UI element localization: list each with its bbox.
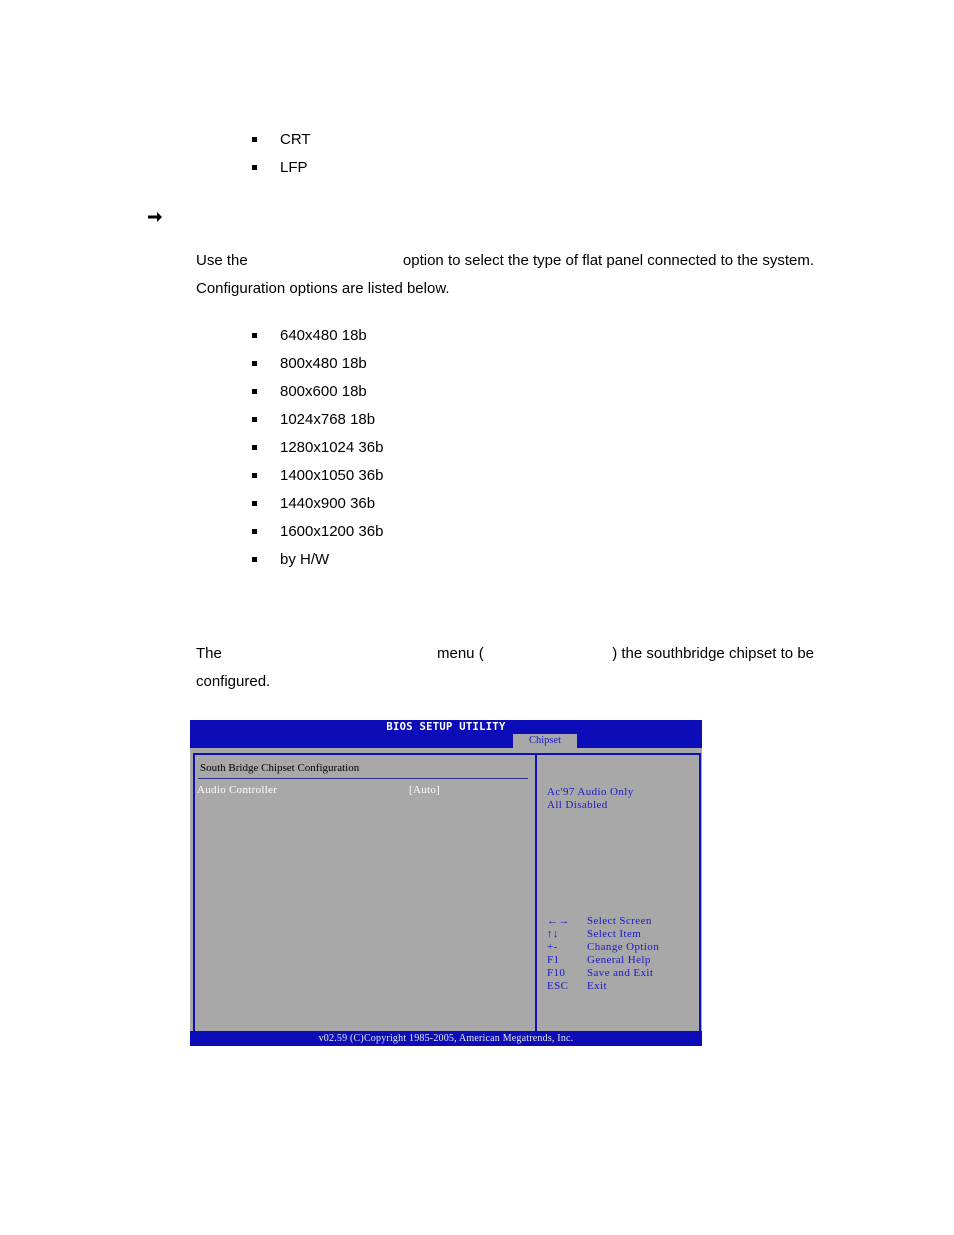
heading-underline	[198, 778, 528, 779]
key-f1: F1	[547, 954, 560, 966]
tab-chipset[interactable]	[513, 734, 577, 748]
bullet-icon	[252, 165, 257, 170]
bullet-icon	[252, 445, 257, 450]
key-arrows-lr: ←→	[547, 915, 570, 927]
bios-copyright: v02.59 (C)Copyright 1985-2005, American Megatrends, Inc.	[318, 1033, 574, 1044]
tab-label: Chipset	[528, 735, 562, 746]
bios-title-bar	[190, 720, 702, 748]
bullet-icon	[252, 361, 257, 366]
help-text: All Disabled	[547, 799, 608, 811]
audio-controller-option[interactable]: Audio Controller	[197, 784, 278, 796]
bullet-icon	[252, 389, 257, 394]
panel-type-paragraph-line2: Configuration options are listed below.	[196, 280, 450, 297]
bios-section-heading: South Bridge Chipset Configuration	[200, 762, 360, 774]
bullet-icon	[252, 501, 257, 506]
bios-status-bar	[190, 1031, 702, 1046]
paragraph-text: option to select the type of flat panel connected to the system.	[402, 252, 814, 269]
key-plus-minus: +-	[547, 941, 558, 953]
bios-divider	[535, 753, 537, 1045]
bios-screenshot: BIOS SETUP UTILITY Chipset South Bridge Chipset Configuration Audio Controller [Auto] Ac'97 Audio Only All Disabled ←→ Select Screen ↑↓ Select Item +- Change Option F1 General Help F10 Save and Exit ESC Exit v02.59 (C)Copyright 1985-2005, American Megatrends, Inc.	[190, 720, 702, 1046]
paragraph-text: Use the	[196, 252, 248, 269]
bullet-icon	[252, 529, 257, 534]
paragraph-text: ) the southbridge chipset to be	[612, 645, 814, 662]
bullet-icon	[252, 137, 257, 142]
help-text: Ac'97 Audio Only	[547, 786, 634, 798]
panel-type-paragraph-line1	[196, 252, 814, 270]
bullet-icon	[252, 333, 257, 338]
bullet-icon	[252, 557, 257, 562]
paragraph-text: menu (	[437, 645, 484, 662]
paragraph-text: The	[196, 645, 222, 662]
key-arrows-ud: ↑↓	[547, 928, 559, 940]
bios-title: BIOS SETUP UTILITY	[386, 721, 506, 733]
southbridge-paragraph-line2: configured.	[196, 673, 271, 690]
arrow-right-icon	[147, 209, 163, 225]
audio-controller-value[interactable]: [Auto]	[409, 784, 441, 796]
key-esc: ESC	[547, 980, 569, 992]
key-f10: F10	[547, 967, 566, 979]
bullet-icon	[252, 473, 257, 478]
bullet-icon	[252, 417, 257, 422]
